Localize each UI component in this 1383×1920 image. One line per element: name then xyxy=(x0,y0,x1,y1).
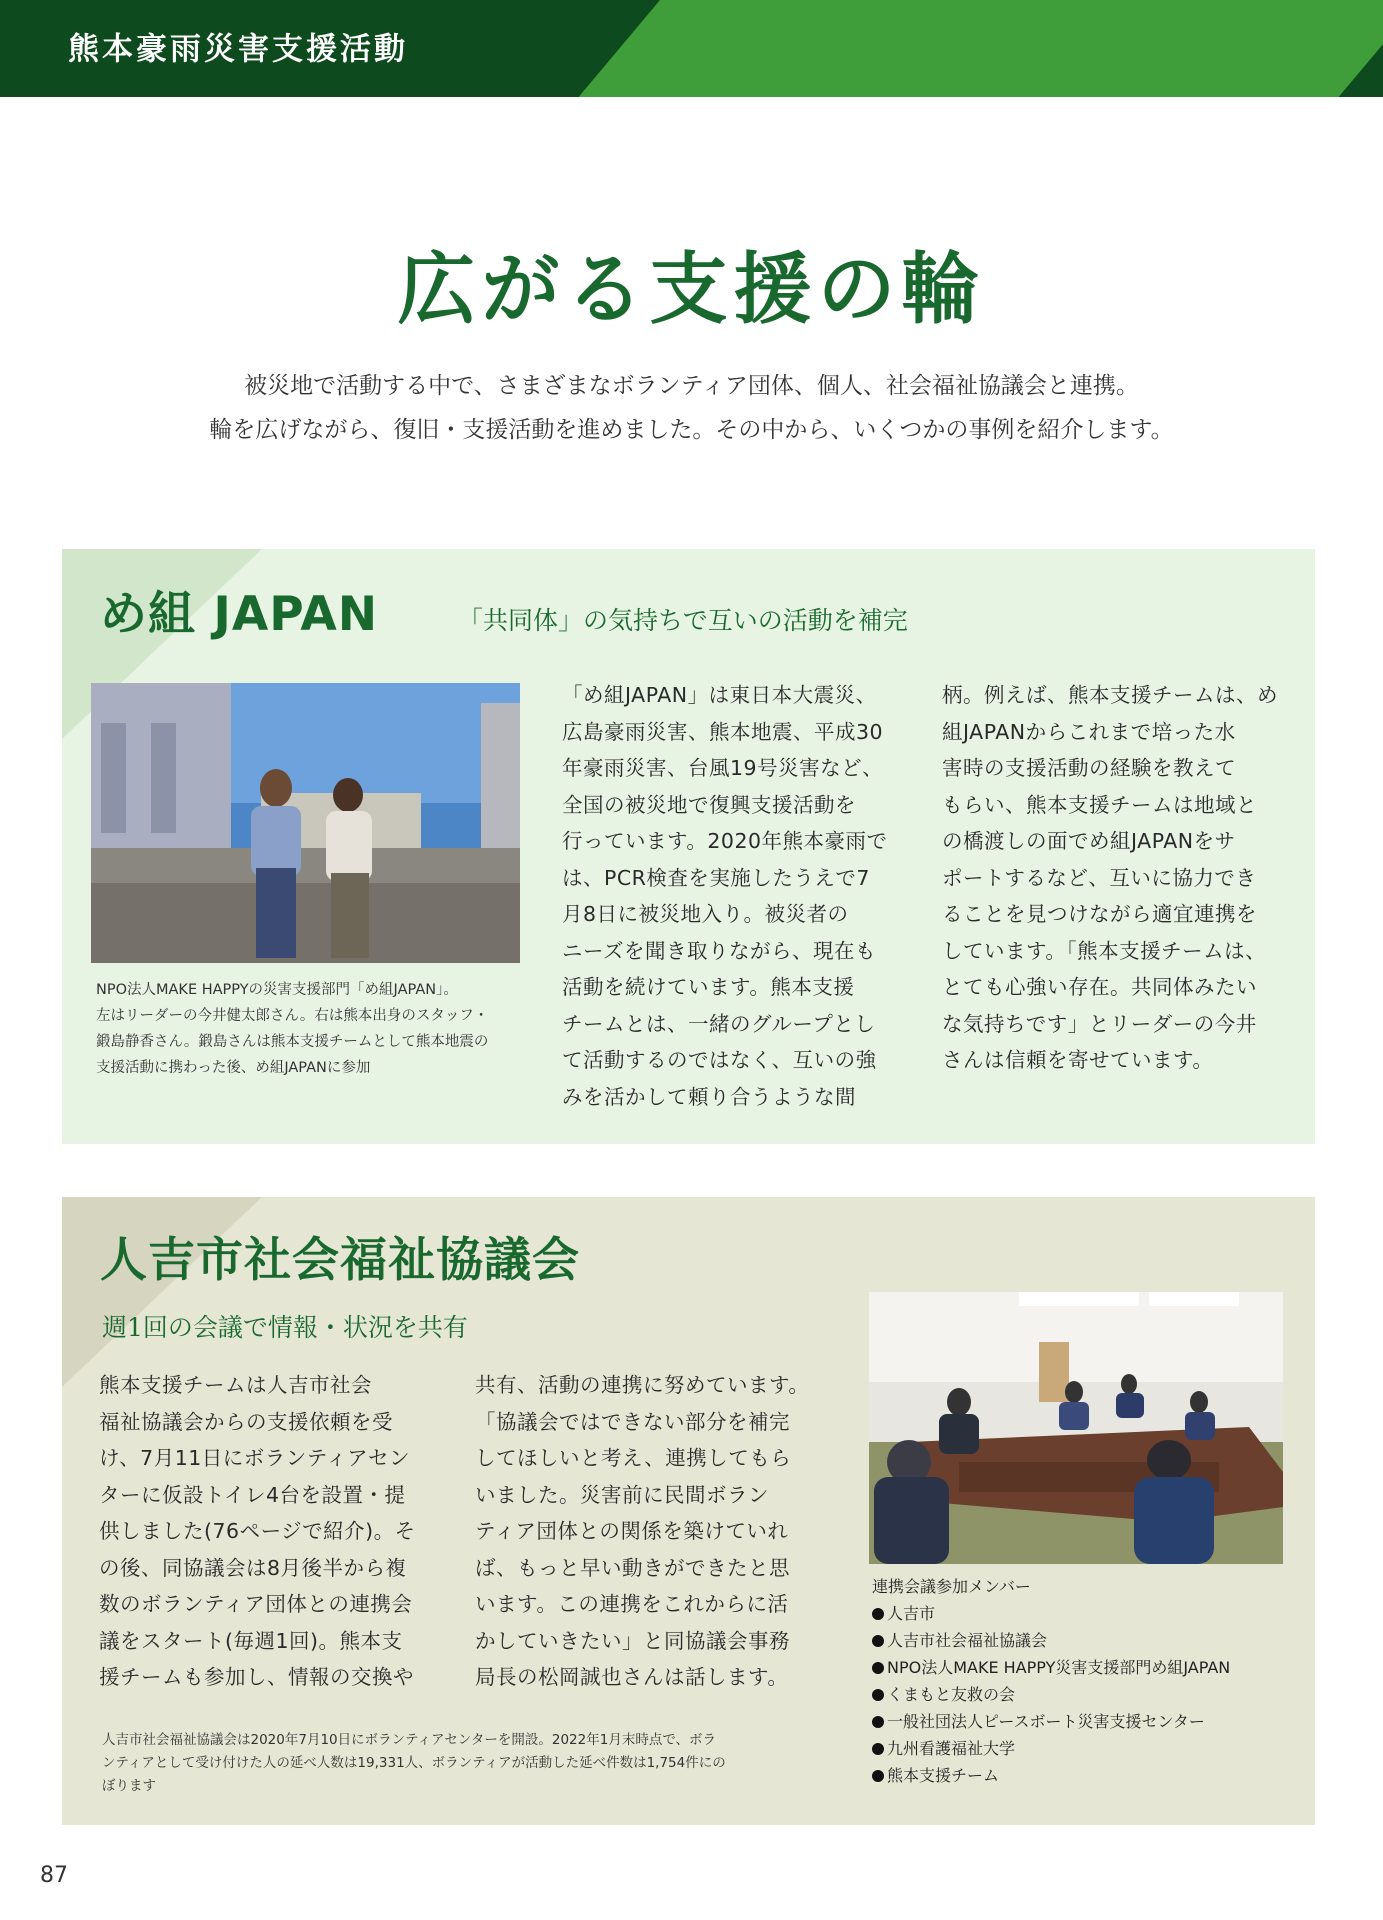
body-line: の橋渡しの面でめ組JAPANをサ xyxy=(942,829,1236,853)
lead-line: 輪を広げながら、復旧・支援活動を進めました。その中から、いくつかの事例を紹介します。 xyxy=(209,417,1174,443)
caption-line: NPO法人MAKE HAPPYの災害支援部門「め組JAPAN」。 xyxy=(96,982,458,998)
list-item xyxy=(872,1600,1230,1627)
members-title: 連携会議参加メンバー xyxy=(872,1577,1031,1596)
section-heading: め組 JAPAN xyxy=(100,587,379,642)
list-item xyxy=(872,1735,1230,1762)
body-line: て活動するのではなく、互いの強 xyxy=(562,1048,877,1072)
list-item xyxy=(872,1681,1230,1708)
list-item xyxy=(872,1708,1230,1735)
bullet-icon xyxy=(872,1608,884,1620)
member-name: 人吉市 xyxy=(887,1604,936,1623)
body-column-2 xyxy=(942,677,1302,1079)
body-line: います。この連携をこれからに活 xyxy=(475,1592,789,1616)
body-line: ティア団体との関係を築けていれ xyxy=(475,1519,789,1543)
body-line: もらい、熊本支援チームは地域と xyxy=(942,792,1257,817)
page-title: 広がる支援の輪 xyxy=(397,245,986,335)
list-item xyxy=(872,1654,1230,1681)
body-line: 局長の松岡誠也さんは話します。 xyxy=(475,1665,789,1689)
body-column-1 xyxy=(562,677,922,1115)
caption-line: 支援活動に携わった後、め組JAPANに参加 xyxy=(96,1060,371,1076)
body-line: 活動を続けています。熊本支援 xyxy=(562,975,855,999)
body-line: は、PCR検査を実施したうえで7 xyxy=(562,865,870,890)
body-line: しています。「熊本支援チームは、 xyxy=(942,938,1267,963)
members-block xyxy=(872,1573,1230,1789)
body-line: いました。災害前に民間ボラン xyxy=(475,1482,769,1507)
section-subtitle: 週1回の会議で情報・状況を共有 xyxy=(102,1313,468,1342)
caption-line: 左はリーダーの今井健太郎さん。右は熊本出身のスタッフ・ xyxy=(96,1008,489,1024)
bullet-icon xyxy=(872,1635,884,1647)
body-line: 共有、活動の連携に努めています。 xyxy=(475,1373,810,1397)
bullet-icon xyxy=(872,1770,884,1782)
photo-megumi-staff xyxy=(91,683,520,963)
body-line: 全国の被災地で復興支援活動を xyxy=(562,792,856,817)
body-line: ターに仮設トイレ4台を設置・提 xyxy=(99,1482,406,1507)
body-line: 議をスタート(毎週1回)。熊本支 xyxy=(99,1628,403,1653)
body-line: 行っています。2020年熊本豪雨で xyxy=(562,829,888,853)
footnote-line: ぼります xyxy=(102,1778,156,1794)
header-band xyxy=(0,0,1383,97)
member-name: NPO法人MAKE HAPPY災害支援部門め組JAPAN xyxy=(887,1658,1231,1677)
body-line: さんは信頼を寄せています。 xyxy=(942,1048,1214,1072)
body-line: かしていきたい」と同協議会事務 xyxy=(475,1628,790,1653)
photo-caption xyxy=(96,977,488,1081)
members-list xyxy=(872,1600,1230,1789)
section-hitoyoshi-council xyxy=(62,1197,1315,1825)
body-line: ることを見つけながら適宜連携を xyxy=(942,902,1257,926)
lead-line: 被災地で活動する中で、さまざまなボランティア団体、個人、社会福祉協議会と連携。 xyxy=(244,373,1139,399)
member-name: くまもと友救の会 xyxy=(887,1685,1016,1704)
header-accent-stripe xyxy=(579,0,1383,97)
body-line: 福祉協議会からの支援依頼を受 xyxy=(99,1409,393,1434)
body-line: ば、もっと早い動きができたと思 xyxy=(475,1555,790,1580)
list-item xyxy=(872,1762,1230,1789)
body-line: 「め組JAPAN」は東日本大震災、 xyxy=(562,683,877,707)
body-line: 援チームも参加し、情報の交換や xyxy=(99,1665,414,1689)
body-line: ポートするなど、互いに協力でき xyxy=(942,865,1257,890)
corner-decoration xyxy=(62,1197,262,1387)
lead-text xyxy=(0,364,1383,452)
body-line: ニーズを聞き取りながら、現在も xyxy=(562,938,876,963)
footnote xyxy=(102,1729,842,1798)
body-line: 年豪雨災害、台風19号災害など、 xyxy=(562,756,884,780)
body-line: 「協議会ではできない部分を補完 xyxy=(475,1409,790,1434)
body-line: とても心強い存在。共同体みたい xyxy=(942,975,1257,999)
footnote-line: ンティアとして受け付けた人の延べ人数は19,331人、ボランティアが活動した延べ件数は1,754件にの xyxy=(102,1755,726,1771)
member-name: 九州看護福祉大学 xyxy=(887,1739,1016,1758)
body-line: チームとは、一緒のグループとし xyxy=(562,1011,876,1036)
header-title: 熊本豪雨災害支援活動 xyxy=(68,31,408,68)
body-column-1 xyxy=(99,1367,449,1696)
footnote-line: 人吉市社会福祉協議会は2020年7月10日にボランティアセンターを開設。2022年1月末時点で、ボラ xyxy=(102,1732,717,1748)
body-line: の後、同協議会は8月後半から複 xyxy=(99,1555,407,1580)
page-number: 87 xyxy=(40,1863,68,1888)
body-line: 害時の支援活動の経験を教えて xyxy=(942,756,1236,780)
body-line: な気持ちです」とリーダーの今井 xyxy=(942,1011,1257,1036)
body-line: 広島豪雨災害、熊本地震、平成30 xyxy=(562,719,884,744)
member-name: 熊本支援チーム xyxy=(887,1766,1000,1785)
body-column-2 xyxy=(475,1367,835,1696)
list-item xyxy=(872,1627,1230,1654)
body-line: け、7月11日にボランティアセン xyxy=(99,1446,410,1470)
caption-line: 鍛島静香さん。鍛島さんは熊本支援チームとして熊本地震の xyxy=(96,1034,489,1050)
body-line: 供しました(76ページで紹介)。そ xyxy=(99,1519,416,1543)
body-line: 組JAPANからこれまで培った水 xyxy=(942,719,1236,744)
member-name: 一般社団法人ピースボート災害支援センター xyxy=(887,1712,1205,1731)
bullet-icon xyxy=(872,1689,884,1701)
photo-meeting-room xyxy=(869,1292,1283,1564)
member-name: 人吉市社会福祉協議会 xyxy=(887,1631,1048,1650)
body-line: 柄。例えば、熊本支援チームは、め xyxy=(942,683,1278,707)
body-line: 熊本支援チームは人吉市社会 xyxy=(99,1373,372,1397)
section-heading: 人吉市社会福祉協議会 xyxy=(100,1233,580,1288)
body-line: してほしいと考え、連携してもら xyxy=(475,1446,792,1470)
body-line: 月8日に被災地入り。被災者の xyxy=(562,902,849,926)
bullet-icon xyxy=(872,1662,884,1674)
bullet-icon xyxy=(872,1743,884,1755)
section-megumi-japan xyxy=(62,549,1315,1144)
section-subtitle: 「共同体」の気持ちで互いの活動を補完 xyxy=(458,606,908,635)
body-line: 数のボランティア団体との連携会 xyxy=(99,1592,413,1616)
body-line: みを活かして頼り合うような間 xyxy=(562,1084,856,1109)
bullet-icon xyxy=(872,1716,884,1728)
